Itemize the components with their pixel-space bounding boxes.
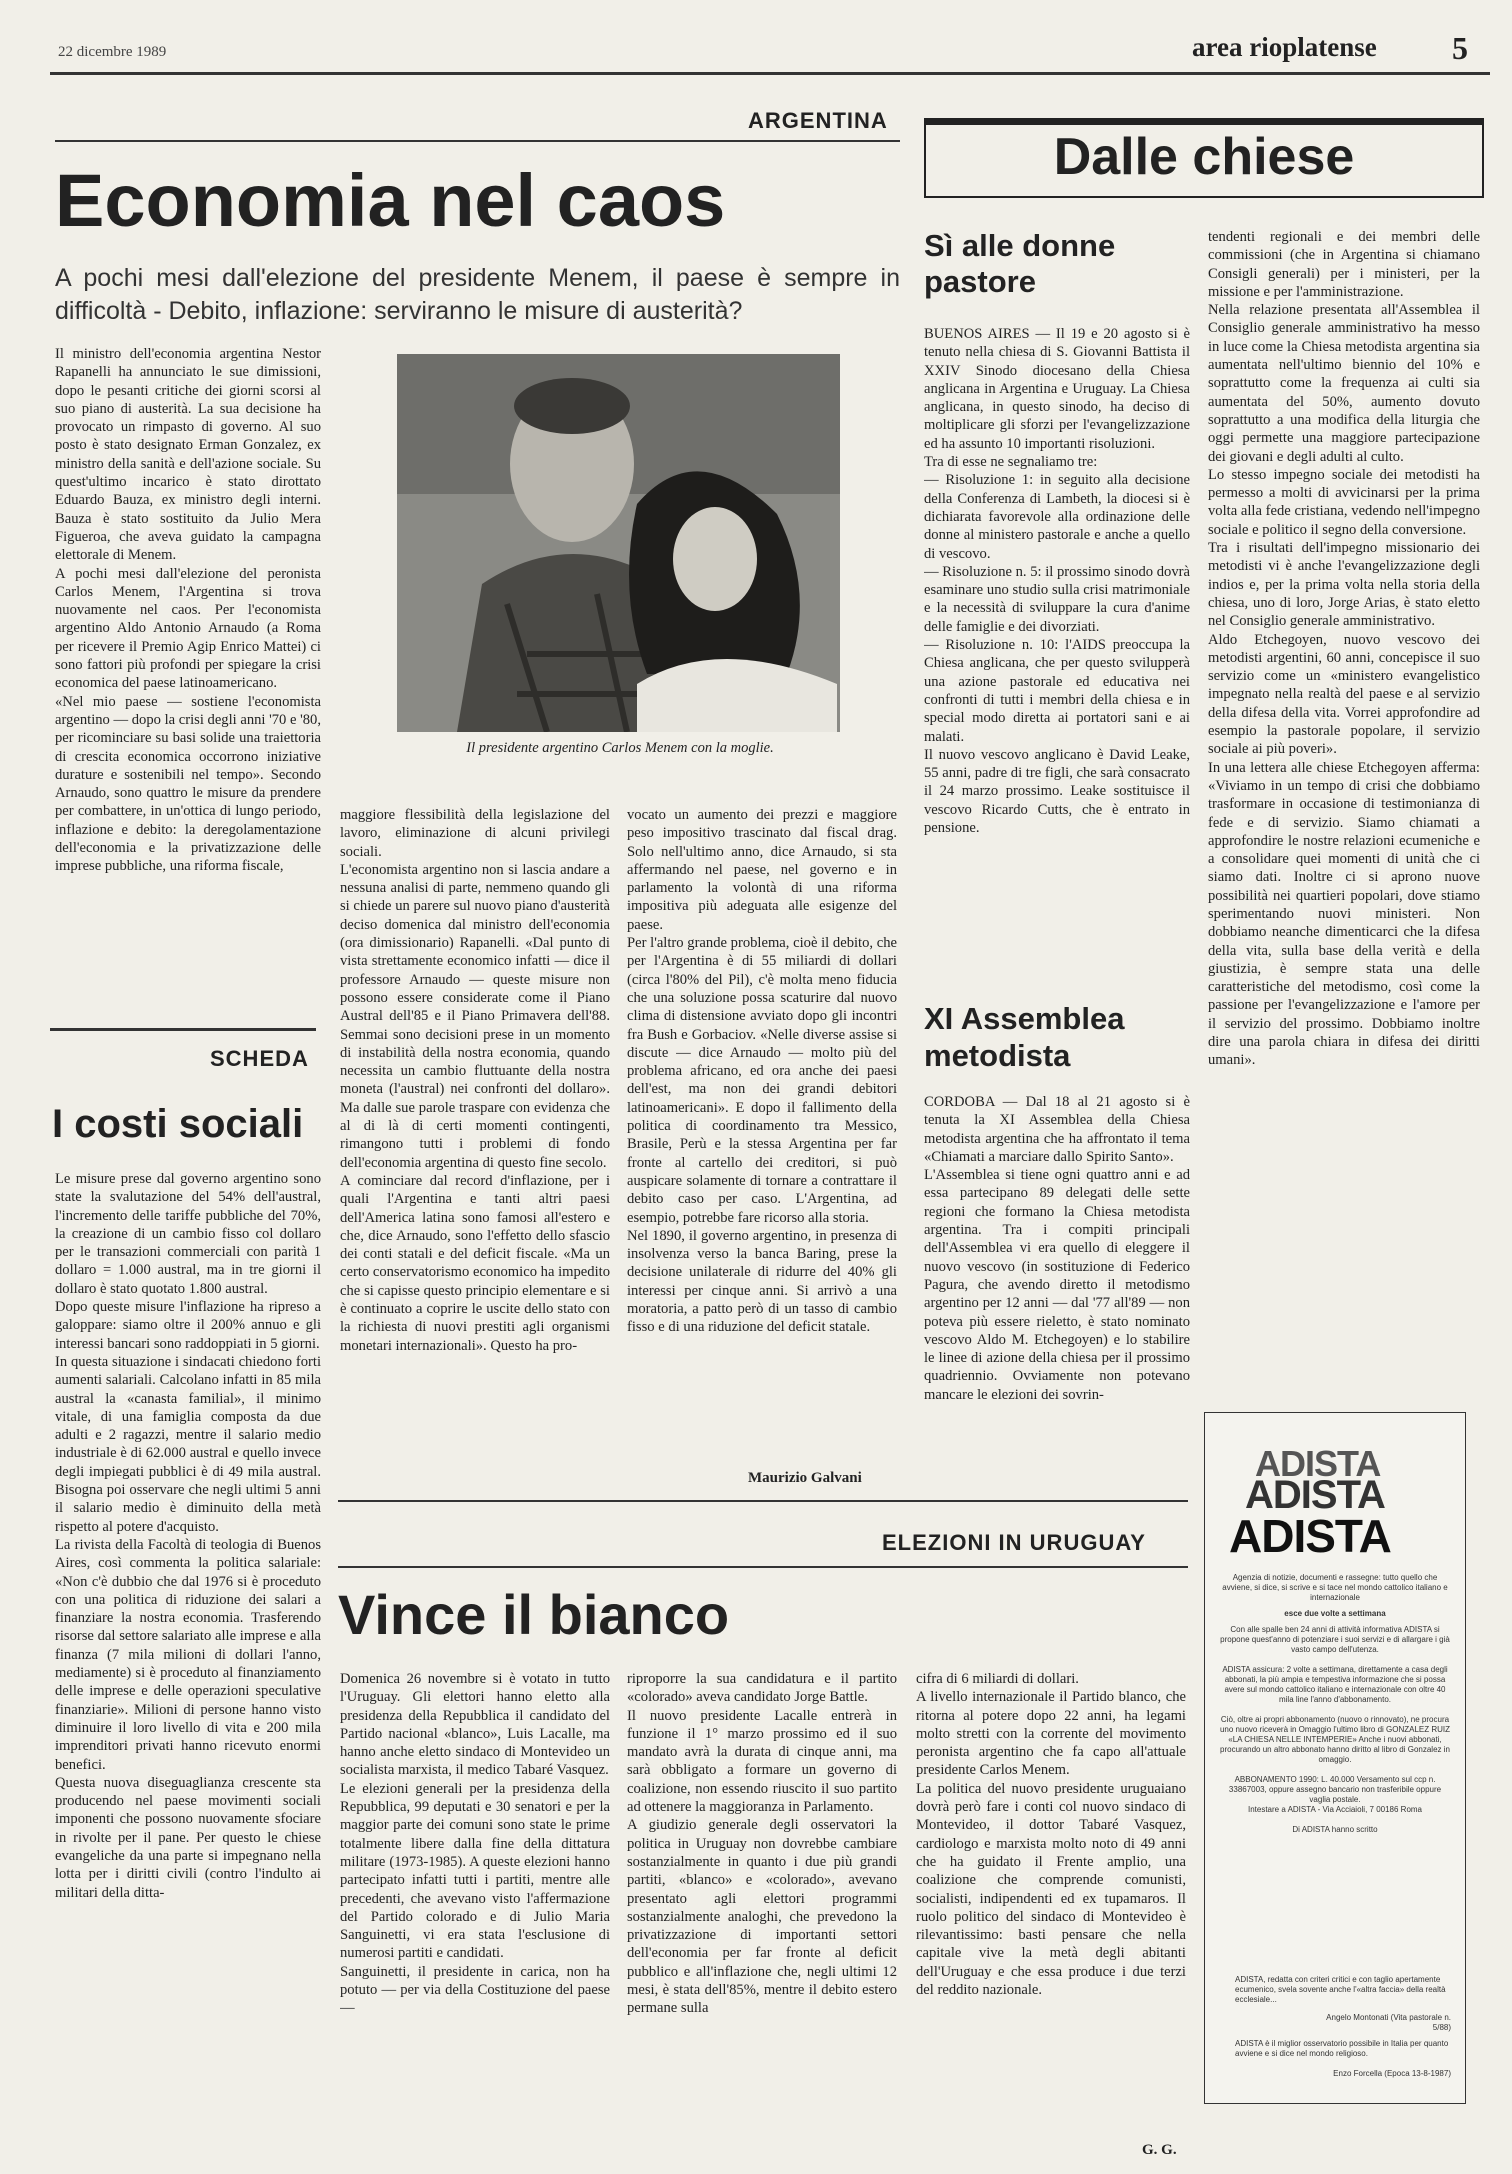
adista-quote-2-author: Enzo Forcella (Epoca 13-8-1987)	[1333, 2069, 1451, 2078]
adista-quote-2: ADISTA è il miglior osservatorio possibile in Italia per quanto avviene e si dice nel mondo religioso.	[1235, 2039, 1449, 2058]
section-kicker-uruguay: ELEZIONI IN URUGUAY	[882, 1530, 1146, 1555]
uruguay-kicker-rule	[338, 1566, 1188, 1568]
argentina-col-2: maggiore flessibilità della legislazione del lavoro, eliminazione di alcuni privilegi sociali. L'economista argentino non si lascia andare a nessuna analisi di parte, nemmeno quando gli si chiede un parere sul nuovo piano d'austerità deciso domenica dal ministro dell'economia (ora dimissionario) Rapanelli. «Dal punto di vista strettamente economico infatti — dice il professore Arnaudo — queste misure non possono essere considerate come il Piano Austral dell'85 e il Piano Primavera dell'88. Semmai sono decisioni prese in un momento di instabilità della nostra economia, quando necessita un cambio fluttuante della nostra moneta (l'austral) nei confronti del dollaro». Ma dalle sue parole traspare con evidenza che al di là di certi momenti contingenti, rimangono tutti i problemi di fondo dell'economia argentina di questo fine secolo. A cominciare dal record d'inflazione, per i quali l'Argentina e tanti altri paesi dell'America latina sono famosi all'estero e che, dice Arnaudo, sono l'effetto dello sfascio dei conti statali e del deficit fiscale. «Ma un certo conservatorismo economico ha impedito che si capisse questo principio elementare e si è continuato a coprire le uscite dello stato con la richiesta di nuovi prestiti agli organismi monetari internazionali». Questo ha pro-	[340, 807, 610, 1354]
banner-dalle-chiese	[924, 118, 1484, 198]
headline-economia: Economia nel caos	[55, 159, 726, 242]
adista-logo-line-2: ADISTA	[1245, 1473, 1385, 1517]
headline-vince-il-bianco: Vince il bianco	[338, 1583, 730, 1646]
photo-caption: Il presidente argentino Carlos Menem con la moglie.	[466, 740, 774, 756]
adista-advertisement	[1204, 1412, 1466, 2104]
photo-menem	[397, 354, 840, 732]
uruguay-col-2: riproporre la sua candidatura e il partito «colorado» aveva candidato Jorge Battle. Il nuovo presidente Lacalle entrerà in funzione il 1° marzo prossimo ed il suo mandato avrà la durata di cinque anni, ma sarà obbligato a formare un governo di coalizione, non essendo riuscito il suo partito ad ottenere la maggioranza in Parlamento. A giudizio generale degli osservatori la politica in Uruguay non dovrebbe cambiare sostanzialmente in quanto i due più grandi partiti, «blanco» e «colorado», avevano presentato agli elettori programmi sostanzialmente analoghi, che prevedono la privatizzazione di importanti settori dell'economia per far fronte al deficit pubblico e all'inflazione che, negli ultimi 12 mesi, è stata dell'85%, mentre il debito estero permane sulla	[627, 1671, 897, 2017]
uruguay-top-rule	[338, 1500, 1188, 1502]
argentina-col-3: vocato un aumento dei prezzi e maggiore peso impositivo trascinato dal fiscal drag. Solo nell'ultimo anno, dice Arnaudo, si sta affermando nel paese, nel governo e in parlamento la volontà di una riforma impositiva più adeguata alle esigenze del paese. Per l'altro grande problema, cioè il debito, che per l'Argentina è di 55 miliardi di dollari (circa l'80% del Pil), c'è molta meno fiducia che una soluzione possa scaturire dal nuovo clima di distensione avviato dopo gli incontri fra Bush e Gorbaciov. «Nelle diverse assise si discute — dice Arnaudo — molto più del problema africano, ed ora anche dei paesi dell'est, ma non dei grandi debitori latinoamericani». E dopo il fallimento della politica di coordinamento tra Messico, Brasile, Perù e la stessa Argentina per far fronte al cartello dei creditori, si può auspicare solamente di tornare a contrattare il debito caso per caso. L'Argentina, ad esempio, potrebbe fare ricorso alla storia. Nel 1890, il governo argentino, in presenza di insolvenza verso la banca Baring, prese la decisione unilaterale di ridurre del 40% gli interessi per cinque anni. Si arrivò a una moratoria, a patto però di un tasso di cambio fisso e di una riduzione del deficit statale.	[627, 807, 897, 1336]
section-kicker-scheda: SCHEDA	[210, 1046, 309, 1071]
adista-logo	[1215, 1443, 1455, 1563]
banner-title: Dalle chiese	[1053, 128, 1355, 186]
chiese-col-2: tendenti regionali e dei membri delle commissioni (che in Argentina si chiamano Consigli generali) per i ministeri, per la missione e per l'amministrazione. Nella relazione presentata all'Assemblea il Consiglio generale amministrativo ha messo in luce come la Chiesa metodista argentina sia aumentata nell'ultimo biennio del 10% e soprattutto come la frequenza ai culti sia aumentata del 50%, aumento dovuto soprattutto a una modifica della liturgia che oggi permette una maggiore partecipazione dei giovani e degli adulti al culto. Lo stesso impegno sociale dei metodisti ha permesso a molti di avvicinarsi per la prima volta alla fede cristiana, vedendo nell'impegno sociale e politico il segno della conversione. Tra i risultati dell'impegno missionario dei metodisti vi è anche l'evangelizzazione degli indios e, per la prima volta nella storia della chiesa, uno di loro, Jorge Arias, è stato eletto nel Consiglio generale amministrativo. Aldo Etchegoyen, nuovo vescovo dei metodisti argentini, 60 anni, concepisce il suo servizio come un «ministero evangelistico impegnato nella realtà del paese e al servizio della difesa della vita. Vorrei approfondire ad esempio la pastorale popolare, il servizio sociale ai più poveri». In una lettera alle chiese Etchegoyen afferma: «Viviamo in un tempo di crisi che dobbiamo trasformare in occasione di testimonianza di fede e di servizio. Siamo chiamati a approfondire le nostre relazioni ecumeniche e a consolidare quei momenti di unità che ci siamo dati. Inoltre ci si aprono nuove possibilità nei quartieri popolari, dove stiamo sperimentando nuovi ministeri. Non dobbiamo neanche dimenticarci che la difesa della vita, sulla base della verità e della giustizia, è sempre stata una delle caratteristiche del metodismo, così come la passione per l'evangelizzazione e l'amore per il servizio del prossimo. Dobbiamo inoltre dire una parola chiara in difesa dei diritti umani».	[1208, 229, 1480, 1069]
scheda-body: Le misure prese dal governo argentino sono state la svalutazione del 54% dell'austral, l'incremento delle tariffe pubbliche del 70%, la creazione di un cambio fisso col dollaro per le transazioni commerciali con parità 1 dollaro = 1.000 austral, ma in tre giorni il dollaro è stato quotato 1.800 austral. Dopo queste misure l'inflazione ha ripreso a galoppare: siamo oltre il 200% annuo e gli interessi bancari sono raddoppiati in 5 giorni. In questa situazione i sindacati chiedono forti aumenti salariali. Calcolano infatti in 85 mila austral la «canasta familial», il minimo vitale, di una famiglia composta da due adulti e 2 ragazzi, mentre il salario medio industriale è di 62.000 austral e quello invece degli impiegati pubblici è di 49 mila austral. Bisogna poi osservare che negli ultimi 5 anni il salario medio è diminuito della metà rispetto al potere d'acquisto. La rivista della Facoltà di teologia di Buenos Aires, così commenta la politica salariale: «Non c'è dubbio che dal 1976 si è proceduto con una politica di riduzione dei salari a finanziare la nostra economia. Trasferendo risorse dal settore salariato alle imprese e alla finanza (7 mila milioni di dollari l'anno, mediamente) si è proceduto al finanziamento delle imprese e delle operazioni speculative finanziarie». Milioni di persone hanno visto diminuire il loro livello di vita e 200 mila imprenditori privati hanno ricevuto enormi benefici. Questa nuova diseguaglianza crescente sta producendo nel paese movimenti sociali imponenti che possono nuovamente sfociare in rivolte per il pane. Per questo le chiese evangeliche da una parte si impegnano nella lotta per i diritti civili (contro l'indulto ai militari della ditta-	[55, 1171, 321, 1901]
adista-tagline: Agenzia di notizie, documenti e rassegne: tutto quello che avviene, si dice, si scrive e si tace nel mondo cattolico italiano e internazionale	[1222, 1573, 1448, 1602]
adista-quote-1: ADISTA, redatta con criteri critici e con taglio apertamente ecumenico, svela sovente anche l'«altra faccia» della realtà ecclesiale...	[1235, 1975, 1446, 2004]
headline-donne-pastore: Sì alle donne pastore	[924, 228, 1116, 299]
uruguay-col-1: Domenica 26 novembre si è votato in tutto l'Uruguay. Gli elettori hanno eletto alla presidenza della Repubblica il candidato del Partido nacional «blanco», Luis Lacalle, ma hanno anche eletto sindaco di Montevideo un socialista marxista, il medico Tabaré Vasquez. Le elezioni generali per la presidenza della Repubblica, 99 deputati e 30 senatori e per la maggior parte dei comuni sono state le prime totalmente libere dalla fine della dittatura militare (1973-1985). A queste elezioni hanno partecipato infatti tutti i partiti, mentre alle precedenti, che avevano visto l'affermazione del Partido colorado e di Julio Maria Sanguinetti, vi era stata l'esclusione di numerosi partiti e candidati. Sanguinetti, il presidente in carica, non ha potuto — per via della Costituzione del paese —	[340, 1671, 610, 2017]
masthead-date: 22 dicembre 1989	[58, 44, 167, 60]
page-number: 5	[1452, 30, 1468, 66]
headline-costi-sociali: I costi sociali	[52, 1102, 304, 1146]
kicker-rule	[55, 140, 900, 142]
chiese-art2-col: CORDOBA — Dal 18 al 21 agosto si è tenuta la XI Assemblea della Chiesa metodista argentina che ha affrontato il tema «Chiamati a marciare dallo Spirito Santo». L'Assemblea si tiene ogni quattro anni e ad essa partecipano 89 delegati delle sette regioni che formano la Chiesa metodista argentina. Tra i compiti principali dell'Assemblea vi era quello di eleggere il nuovo vescovo (in sostituzione di Federico Pagura, che avendo diretto il metodismo argentino per 12 anni — dal '77 all'89 — non poteva più essere rieletto, è stato nominato vescovo Aldo M. Etchegoyen) e lo stabilire le linee di azione della chiesa per il prossimo quadriennio. Ovviamente non potevano mancare le elezioni dei sovrin-	[924, 1094, 1190, 1403]
scheda-rule	[50, 1028, 316, 1031]
photo-menem-image	[397, 354, 840, 732]
byline-argentina: Maurizio Galvani	[748, 1470, 862, 1486]
adista-logo-line-3: ADISTA	[1229, 1510, 1391, 1562]
chiese-art1-col: BUENOS AIRES — Il 19 e 20 agosto si è tenuto nella chiesa di S. Giovanni Battista il XXIV Sinodo diocesano della Chiesa anglicana in Argentina e Uruguay. La Chiesa anglicana, in questo sinodo, ha deciso di moltiplicare gli sforzi per l'evangelizzazione ed ha assunto 10 importanti risoluzioni. Tra di esse ne segnaliamo tre: — Risoluzione 1: in seguito alla decisione della Conferenza di Lambeth, la diocesi si è dichiarata favorevole alla ordinazione delle donne al ministero pastorale e anche a quello di vescovo. — Risoluzione n. 5: il prossimo sinodo dovrà esaminare uno studio sulla crisi matrimoniale e la necessità di sviluppare la cura d'anime delle famiglie e dei divorziati. — Risoluzione n. 10: l'AIDS preoccupa la Chiesa anglicana, che per questo svilupperà una azione pastorale ed educativa nei confronti di tutti i membri della chiesa e in special modo diretta ai portatori sani e ai malati. Il nuovo vescovo anglicano è David Leake, 55 anni, padre di tre figli, che sarà consacrato il 24 marzo prossimo. Leake sostituisce il vescovo Ricardo Cutts, che è entrato in pensione.	[924, 326, 1190, 837]
byline-uruguay: G. G.	[1142, 2142, 1177, 2158]
uruguay-col-3: cifra di 6 miliardi di dollari. A livello internazionale il Partido blanco, che ritorna al potere dopo 22 anni, ha legami molto stretti con la corrente del movimento peronista argentino che fa capo all'attuale presidente Carlos Menem. La politica del nuovo presidente uruguaiano dovrà però fare i conti col nuovo sindaco di Montevideo, il dottor Tabaré Vasquez, cardiologo e marxista molto noto di 49 anni che ha guidato il Frente amplio, una coalizione che comprende comunisti, socialisti, indipendenti ed ex tupamaros. Il ruolo politico del sindaco di Montevideo è rilevantissimo: basti pensare che nella capitale vive la metà degli abitanti dell'Uruguay e che essa produce i due terzi del reddito nazionale.	[916, 1671, 1186, 1999]
adista-frequency: esce due volte a settimana	[1284, 1609, 1386, 1618]
adista-body: Con alle spalle ben 24 anni di attività informativa ADISTA si propone quest'anno di potenziare i suoi servizi e di allargare i già vasto campo dell'utenza. ADISTA assicura: 2 volte a settimana, direttamente a casa degli abbonati, la più ampia e tempestiva informazione che si possa avere sul mondo cattolico italiano e internazionale con oltre 40 mila line l'anno d'abbonamento. Ciò, oltre ai propri abbonamento (nuovo o rinnovato), ne procura uno nuovo riceverà in Omaggio l'ultimo libro di GONZALEZ RUIZ «LA CHIESA NELLE INTEMPERIE» Anche i nuovi abbonati, procurando un altro abbonato hanno diritto al libro di Gonzalez in omaggio. ABBONAMENTO 1990: L. 40.000 Versamento sul ccp n. 33867003, oppure assegno bancario non trasferibile oppure vaglia postale. Intestare a ADISTA - Via Acciaioli, 7 00186 Roma Di ADISTA hanno scritto	[1219, 1625, 1451, 1834]
deck-argentina: A pochi mesi dall'elezione del presidente Menem, il paese è sempre in difficoltà - Debito, inflazione: serviranno le misure di austerità?	[55, 264, 900, 325]
masthead-rule	[50, 72, 1490, 75]
section-kicker-argentina: ARGENTINA	[748, 108, 888, 133]
masthead-publication: area rioplatense	[1192, 32, 1377, 62]
argentina-col-1: Il ministro dell'economia argentina Nestor Rapanelli ha annunciato le sue dimissioni, dopo le pesanti critiche dei giorni scorsi al suo piano di austerità. La sua decisione ha provocato un rimpasto di governo. Al suo posto è stato designato Erman Gonzalez, ex ministro della sanità e dell'azione sociale. Su quest'ultimo incarico è stato dirottato Eduardo Bauza, ex ministro degli interni. Bauza è stato sostituito da Julio Mera Figueroa, che aveva guidato la campagna elettorale di Menem. A pochi mesi dall'elezione del peronista Carlos Menem, l'Argentina si trova nuovamente nel caos. Per l'economista argentino Aldo Antonio Arnaudo (a Roma per ricevere il Premio Agip Enrico Mattei) ci sono fattori più profondi per spiegare la crisi economica del paese latinoamericano. «Nel mio paese — sostiene l'economista argentino — dopo la crisi degli anni '70 e '80, per ricominciare su basi solide una traiettoria di crescita economica occorrono iniziative durature e sostenibili nel tempo». Secondo Arnaudo, sono quattro le misure da prendere per combattere, in un'ottica di lungo periodo, inflazione e debito: la deregolamentazione dell'economia e la privatizzazione delle imprese pubbliche, una riforma fiscale,	[55, 346, 321, 875]
adista-logo-line-1: ADISTA	[1255, 1443, 1381, 1484]
adista-quote-1-author: Angelo Montonati (Vita pastorale n. 5/88)	[1326, 2013, 1451, 2032]
headline-assemblea-metodista: XI Assemblea metodista	[924, 1001, 1125, 1073]
